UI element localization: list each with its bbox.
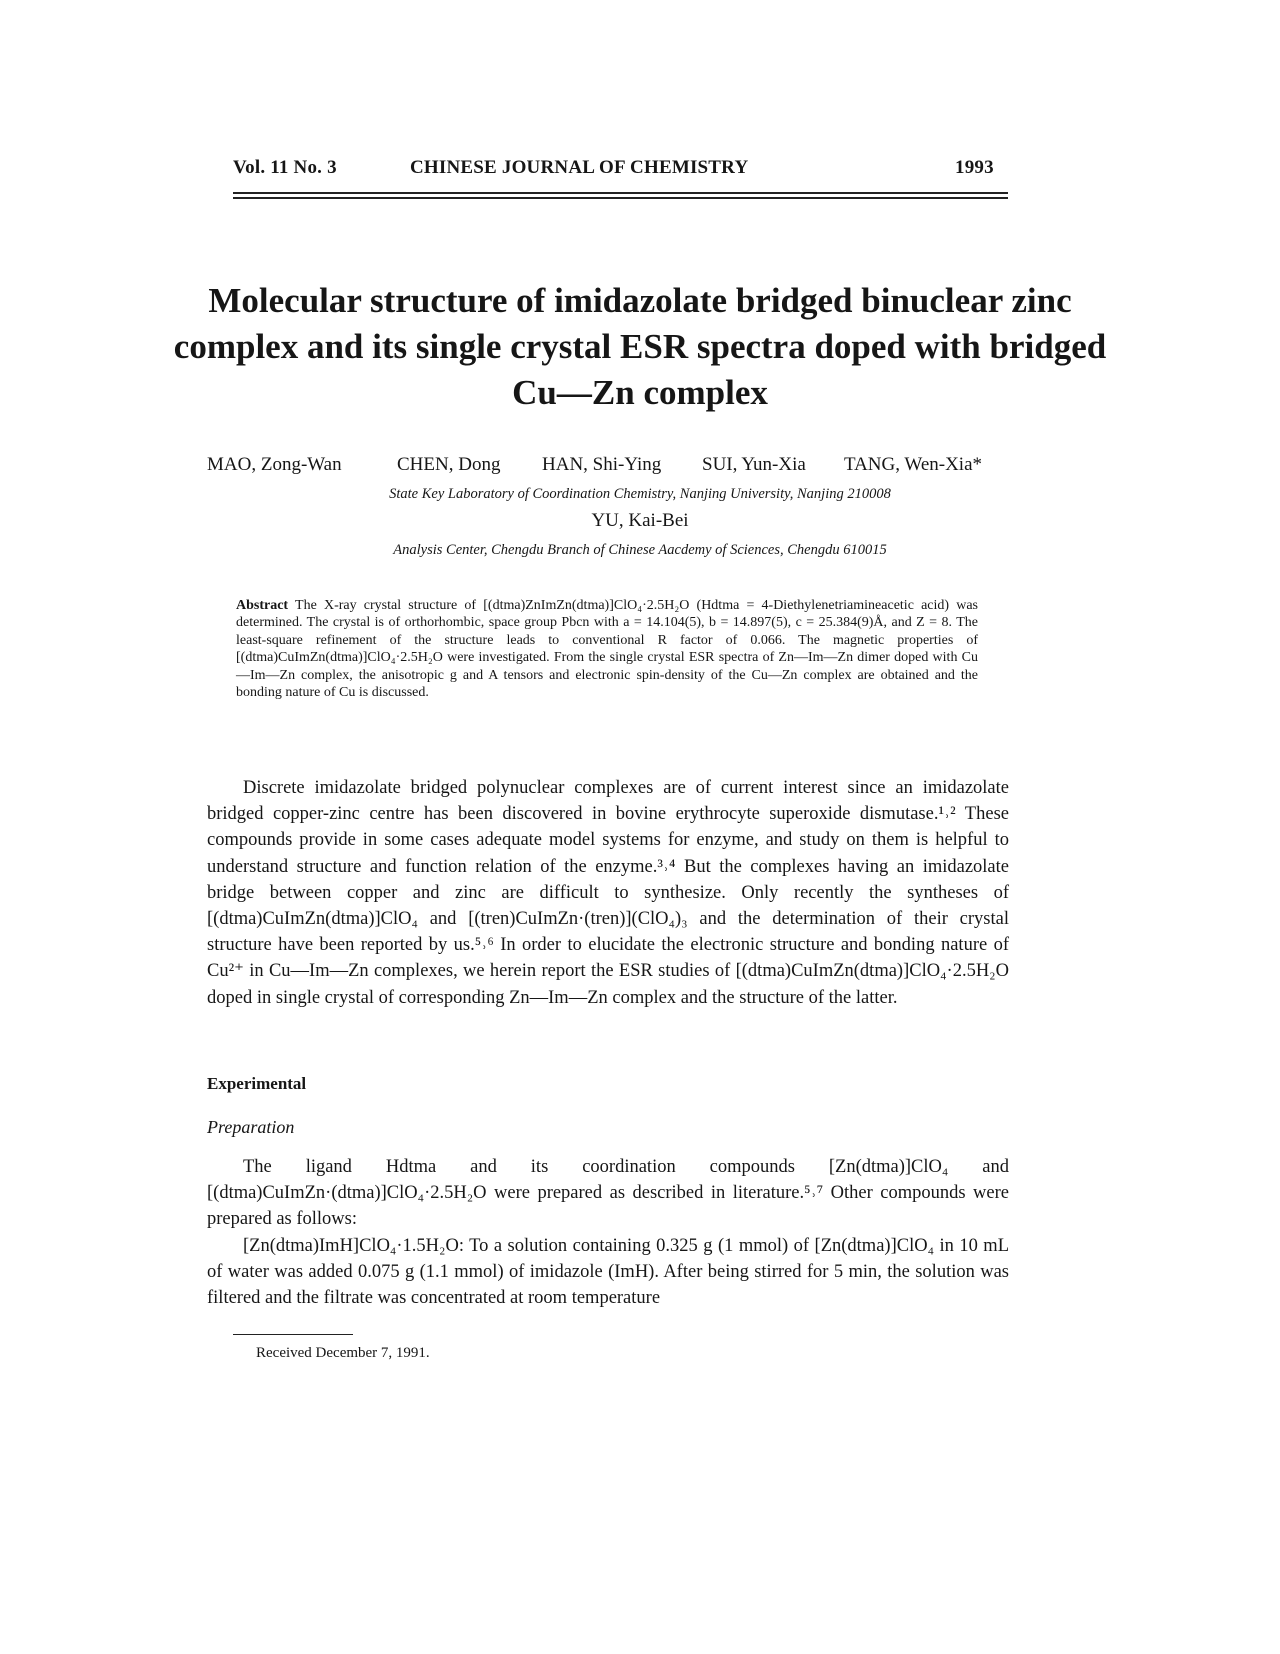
- header-rule-top: [233, 192, 1008, 194]
- header-journal: CHINESE JOURNAL OF CHEMISTRY: [410, 157, 749, 178]
- affiliation-1: State Key Laboratory of Coordination Chemistry, Nanjing University, Nanjing 210008: [389, 486, 891, 502]
- abstract: [236, 597, 978, 701]
- prep-paragraph: The ligand Hdtma and its coordination compounds [Zn(dtma)]ClO₄ and [(dtma)CuImZn·(dtma)]ClO₄·2.5H₂O were prepared as described in literature.⁵˒⁷ Other compounds were prepared as follows:: [207, 1157, 1009, 1230]
- intro-section: [207, 775, 1009, 1011]
- prep-paragraph: [Zn(dtma)ImH]ClO₄·1.5H₂O: To a solution containing 0.325 g (1 mmol) of [Zn(dtma)]ClO₄ in 10 mL of water was added 0.075 g (1.1 mmol) of imidazole (ImH). After being stirred for 5 min, the solution was filtered and the filtrate was concentrated at room temperature: [207, 1235, 1009, 1309]
- author-2: YU, Kai-Bei: [591, 510, 689, 531]
- author-name: HAN, Shi-Ying: [542, 454, 662, 475]
- paper-title: Molecular structure of imidazolate bridged binuclear zinc complex and its single crystal ESR spectra doped with bridged Cu—Zn complex: [173, 281, 1107, 412]
- author-name: CHEN, Dong: [397, 454, 501, 475]
- abstract-text: The X-ray crystal structure of [(dtma)ZnImZn(dtma)]ClO₄·2.5H₂O (Hdtma = 4-Diethylenetriamineacetic acid) was determined. The crystal is of orthorhombic, space group Pbcn with a = 14.104(5), b = 14.897(5), c = 25.384(9)Å, and Z = 8. The least-square refinement of the structure leads to conventional R factor of 0.066. The magnetic properties of [(dtma)CuImZn(dtma)]ClO₄·2.5H₂O were investigated. From the single crystal ESR spectra of Zn—Im—Zn dimer doped with Cu—Im—Zn complex, the anisotropic g and A tensors and electronic spin-density of the Cu—Zn complex are obtained and the bonding nature of Cu is discussed.: [236, 598, 978, 701]
- author-list: [207, 454, 997, 476]
- section-heading: Experimental: [207, 1074, 307, 1093]
- footnote-received: Received December 7, 1991.: [256, 1345, 430, 1361]
- header-year: 1993: [955, 157, 994, 178]
- author-name: TANG, Wen-Xia*: [844, 454, 983, 475]
- header-volume: Vol. 11 No. 3: [233, 157, 337, 178]
- author-name: SUI, Yun-Xia: [702, 454, 806, 475]
- abstract-label: Abstract: [236, 598, 289, 613]
- affiliation-2: Analysis Center, Chengdu Branch of Chinese Aacdemy of Sciences, Chengdu 610015: [393, 542, 887, 558]
- preparation-section: [207, 1154, 1009, 1311]
- subsection-heading: Preparation: [207, 1117, 295, 1137]
- author-name: MAO, Zong-Wan: [207, 454, 342, 475]
- header-rule-bottom: [233, 197, 1008, 199]
- intro-paragraph: Discrete imidazolate bridged polynuclear complexes are of current interest since an imidazolate bridged copper-zinc centre has been discovered in bovine erythrocyte superoxide dismutase.¹˒² These compounds provide in some cases adequate model systems for enzyme, and study on them is helpful to understand structure and function relation of the enzyme.³˒⁴ But the complexes having an imidazolate bridge between copper and zinc are difficult to synthesize. Only recently the syntheses of [(dtma)CuImZn(dtma)]ClO₄ and [(tren)CuImZn·(tren)](ClO₄)₃ and the determination of their crystal structure have been reported by us.⁵˒⁶ In order to elucidate the electronic structure and bonding nature of Cu²⁺ in Cu—Im—Zn complexes, we herein report the ESR studies of [(dtma)CuImZn(dtma)]ClO₄·2.5H₂O doped in single crystal of corresponding Zn—Im—Zn complex and the structure of the latter.: [207, 778, 1009, 1008]
- footnote-rule: [233, 1334, 353, 1335]
